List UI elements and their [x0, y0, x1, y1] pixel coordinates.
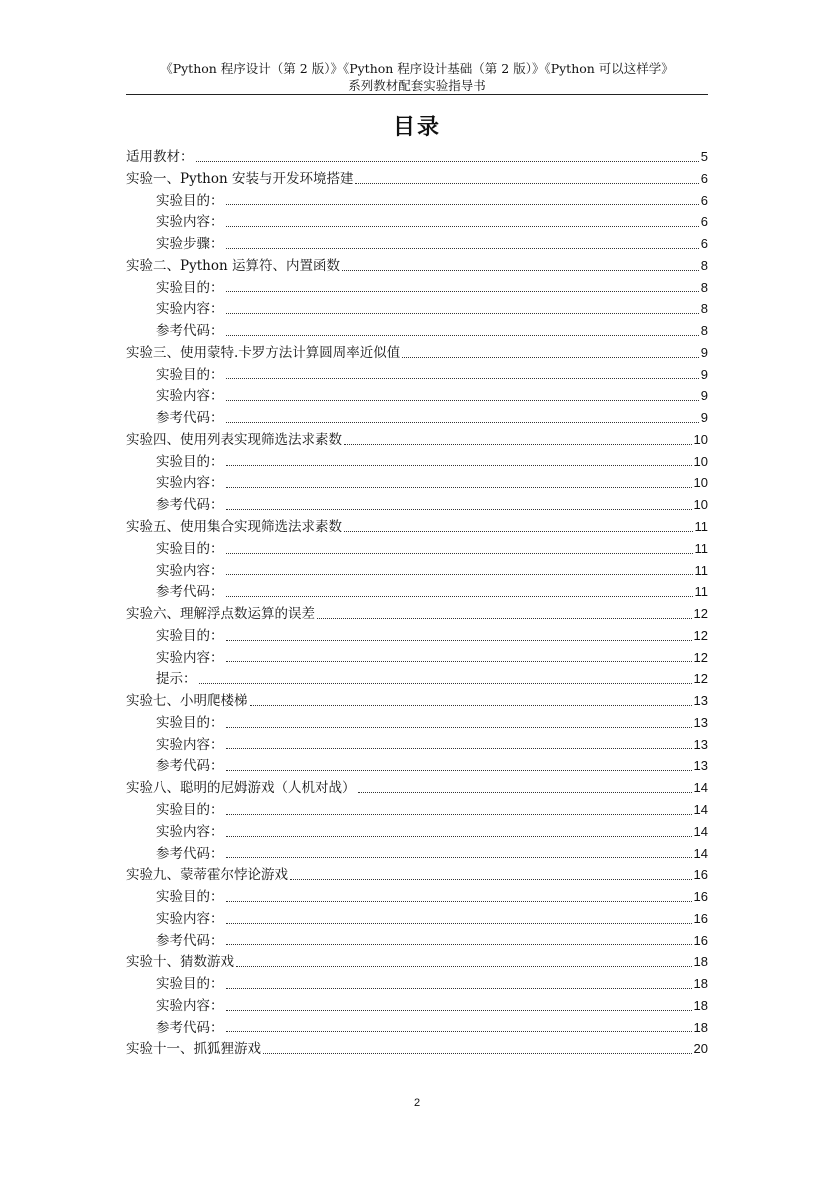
toc-entry-page: 5 [700, 149, 708, 164]
page-number: 2 [413, 1097, 421, 1109]
toc-subentry[interactable] [126, 451, 708, 473]
toc-entry-page: 9 [700, 388, 708, 404]
toc-entry-label: 实验四、使用列表实现筛选法求素数 [126, 431, 342, 448]
header-subtitle: 系列教材配套实验指导书 [348, 78, 486, 93]
table-of-contents [126, 146, 708, 1060]
toc-entry-page: 11 [694, 562, 708, 578]
toc-entry-page: 6 [700, 214, 708, 230]
toc-entry-label: 实验内容： [156, 649, 224, 666]
toc-entry[interactable] [126, 255, 708, 277]
toc-entry-label: 实验内容： [156, 997, 224, 1014]
toc-entry-page: 11 [694, 540, 708, 556]
toc-entry-page: 8 [700, 301, 708, 317]
toc-entry-page: 6 [700, 236, 708, 252]
toc-entry-page: 12 [693, 627, 708, 643]
dot-leader [226, 769, 692, 771]
toc-entry-label: 实验目的： [156, 453, 224, 470]
toc-entry-page: 9 [700, 410, 708, 426]
toc-subentry[interactable] [126, 712, 708, 734]
dot-leader [226, 900, 692, 902]
header-book-titles: 《Python 程序设计（第 2 版）》《Python 程序设计基础（第 2 版）》《Python 可以这样学》 [160, 61, 674, 76]
toc-entry-label: 实验目的： [156, 627, 224, 644]
toc-entry-label: 提示： [156, 671, 197, 688]
dot-leader [226, 225, 699, 227]
toc-entry-page: 14 [693, 801, 708, 817]
toc-entry-page: 9 [700, 366, 708, 382]
toc-entry-label: 实验七、小明爬楼梯 [126, 693, 248, 710]
toc-entry-label: 实验内容： [156, 301, 224, 318]
toc-entry-label: 实验六、理解浮点数运算的误差 [126, 606, 315, 623]
dot-leader [226, 987, 692, 989]
toc-subentry[interactable] [126, 538, 708, 560]
toc-entry-page: 13 [693, 714, 708, 730]
toc-entry-label: 实验五、使用集合实现筛选法求素数 [126, 519, 342, 536]
toc-subentry[interactable] [126, 668, 708, 690]
toc-subentry[interactable] [126, 364, 708, 386]
dot-leader [226, 835, 692, 837]
toc-entry-label: 实验内容： [156, 736, 224, 753]
toc-subentry[interactable] [126, 494, 708, 516]
toc-entry-page: 18 [693, 997, 708, 1013]
dot-leader [226, 856, 692, 858]
toc-subentry[interactable] [126, 298, 708, 320]
dot-leader [226, 421, 699, 423]
dot-leader [226, 203, 699, 205]
toc-entry-label: 参考代码： [156, 845, 224, 862]
toc-subentry[interactable] [126, 385, 708, 407]
toc-subentry[interactable] [126, 973, 708, 995]
toc-subentry[interactable] [126, 472, 708, 494]
toc-entry-page: 13 [693, 736, 708, 752]
toc-subentry[interactable] [126, 821, 708, 843]
dot-leader [196, 160, 699, 162]
toc-entry-label: 实验内容： [156, 214, 224, 231]
toc-entry-page: 12 [693, 671, 708, 687]
header-divider [126, 94, 708, 95]
toc-entry-page: 8 [700, 279, 708, 295]
toc-entry-label: 实验三、使用蒙特.卡罗方法计算圆周率近似值 [126, 344, 401, 361]
toc-entry[interactable] [126, 168, 708, 190]
toc-entry-page: 6 [700, 192, 708, 208]
toc-entry-page: 20 [693, 1041, 708, 1057]
dot-leader [263, 1052, 692, 1054]
toc-subentry[interactable] [126, 1017, 708, 1039]
dot-leader [317, 617, 692, 619]
dot-leader [344, 530, 693, 532]
toc-entry-page: 12 [693, 606, 708, 622]
toc-entry-label: 实验目的： [156, 714, 224, 731]
toc-subentry[interactable] [126, 734, 708, 756]
toc-entry[interactable] [126, 951, 708, 973]
toc-entry-label: 参考代码： [156, 497, 224, 514]
toc-entry-label: 实验一、Python 安装与开发环境搭建 [126, 170, 354, 187]
toc-entry-page: 16 [693, 889, 708, 905]
toc-subentry[interactable] [126, 647, 708, 669]
dot-leader [226, 464, 692, 466]
toc-subentry[interactable] [126, 407, 708, 429]
toc-entry-label: 适用教材： [126, 149, 194, 165]
toc-entry-label: 实验二、Python 运算符、内置函数 [126, 257, 340, 274]
dot-leader [226, 399, 699, 401]
toc-entry[interactable] [126, 516, 708, 538]
toc-entry-page: 14 [693, 780, 708, 796]
toc-entry-label: 实验十一、抓狐狸游戏 [126, 1041, 261, 1058]
dot-leader [226, 573, 693, 575]
toc-entry-label: 实验内容： [156, 475, 224, 492]
dot-leader [226, 290, 699, 292]
toc-entry-label: 实验目的： [156, 279, 224, 296]
toc-subentry[interactable] [126, 277, 708, 299]
dot-leader [226, 595, 693, 597]
dot-leader [358, 791, 692, 793]
toc-entry-label: 参考代码： [156, 584, 224, 601]
dot-leader [226, 922, 692, 924]
toc-entry-page: 8 [700, 323, 708, 339]
toc-entry-label: 实验目的： [156, 366, 224, 383]
toc-entry-page: 11 [694, 519, 708, 535]
dot-leader [342, 269, 699, 271]
toc-entry-page: 16 [693, 910, 708, 926]
toc-entry[interactable] [126, 429, 708, 451]
toc-subentry[interactable] [126, 233, 708, 255]
toc-entry-label: 实验目的： [156, 801, 224, 818]
toc-entry-page: 14 [693, 845, 708, 861]
toc-subentry[interactable] [126, 625, 708, 647]
toc-entry-page: 18 [693, 976, 708, 992]
dot-leader [226, 312, 699, 314]
dot-leader [226, 639, 692, 641]
toc-entry-label: 参考代码： [156, 758, 224, 775]
toc-entry-label: 参考代码： [156, 323, 224, 340]
toc-subentry[interactable] [126, 581, 708, 603]
dot-leader [226, 1009, 692, 1011]
dot-leader [226, 377, 699, 379]
toc-title: 目录 [392, 114, 441, 140]
toc-entry-page: 10 [693, 453, 708, 469]
toc-entry-label: 实验步骤： [156, 236, 224, 253]
toc-subentry[interactable] [126, 843, 708, 865]
toc-entry-page: 11 [694, 584, 708, 600]
toc-entry-page: 6 [700, 170, 708, 186]
toc-subentry[interactable] [126, 930, 708, 952]
dot-leader [226, 508, 692, 510]
dot-leader [402, 356, 698, 358]
toc-entry[interactable] [126, 1038, 708, 1060]
toc-subentry[interactable] [126, 799, 708, 821]
dot-leader [226, 247, 699, 249]
toc-entry-page: 18 [693, 1019, 708, 1035]
toc-entry-page: 18 [693, 954, 708, 970]
toc-entry-label: 实验八、聪明的尼姆游戏（人机对战） [126, 780, 356, 797]
toc-entry-page: 13 [693, 758, 708, 774]
toc-entry-label: 实验目的： [156, 889, 224, 906]
toc-entry-label: 实验目的： [156, 976, 224, 993]
toc-subentry[interactable] [126, 995, 708, 1017]
dot-leader [226, 943, 692, 945]
dot-leader [199, 682, 692, 684]
toc-entry[interactable] [126, 603, 708, 625]
toc-entry-label: 实验十、猜数游戏 [126, 954, 234, 971]
dot-leader [226, 813, 692, 815]
toc-entry-label: 实验内容： [156, 562, 224, 579]
toc-entry-page: 9 [700, 344, 708, 360]
toc-entry-label: 实验九、蒙蒂霍尔悖论游戏 [126, 867, 288, 884]
toc-subentry[interactable] [126, 211, 708, 233]
toc-subentry[interactable] [126, 755, 708, 777]
toc-entry[interactable] [126, 146, 708, 168]
dot-leader [226, 660, 692, 662]
dot-leader [226, 486, 692, 488]
toc-entry-page: 13 [693, 693, 708, 709]
dot-leader [226, 334, 699, 336]
dot-leader [355, 182, 698, 184]
toc-entry-label: 实验内容： [156, 823, 224, 840]
toc-entry[interactable] [126, 690, 708, 712]
toc-entry-page: 14 [693, 823, 708, 839]
dot-leader [236, 965, 692, 967]
toc-entry[interactable] [126, 864, 708, 886]
toc-subentry[interactable] [126, 560, 708, 582]
toc-entry-page: 10 [693, 431, 708, 447]
toc-entry-page: 12 [693, 649, 708, 665]
toc-entry-label: 参考代码： [156, 1019, 224, 1036]
dot-leader [226, 726, 692, 728]
toc-entry-label: 实验目的： [156, 540, 224, 557]
dot-leader [226, 1030, 692, 1032]
dot-leader [344, 443, 692, 445]
toc-entry-page: 10 [693, 497, 708, 513]
dot-leader [290, 878, 692, 880]
toc-entry[interactable] [126, 342, 708, 364]
toc-entry-page: 16 [693, 867, 708, 883]
toc-entry-label: 实验内容： [156, 910, 224, 927]
toc-entry-page: 8 [700, 257, 708, 273]
toc-entry-page: 10 [693, 475, 708, 491]
toc-subentry[interactable] [126, 886, 708, 908]
toc-entry-label: 实验内容： [156, 388, 224, 405]
toc-entry-label: 参考代码： [156, 410, 224, 427]
toc-entry[interactable] [126, 777, 708, 799]
toc-entry-page: 16 [693, 932, 708, 948]
dot-leader [226, 552, 693, 554]
toc-entry-label: 参考代码： [156, 932, 224, 949]
dot-leader [250, 704, 692, 706]
toc-subentry[interactable] [126, 320, 708, 342]
dot-leader [226, 747, 692, 749]
toc-subentry[interactable] [126, 908, 708, 930]
running-header [126, 60, 708, 94]
toc-entry-label: 实验目的： [156, 192, 224, 209]
toc-subentry[interactable] [126, 190, 708, 212]
